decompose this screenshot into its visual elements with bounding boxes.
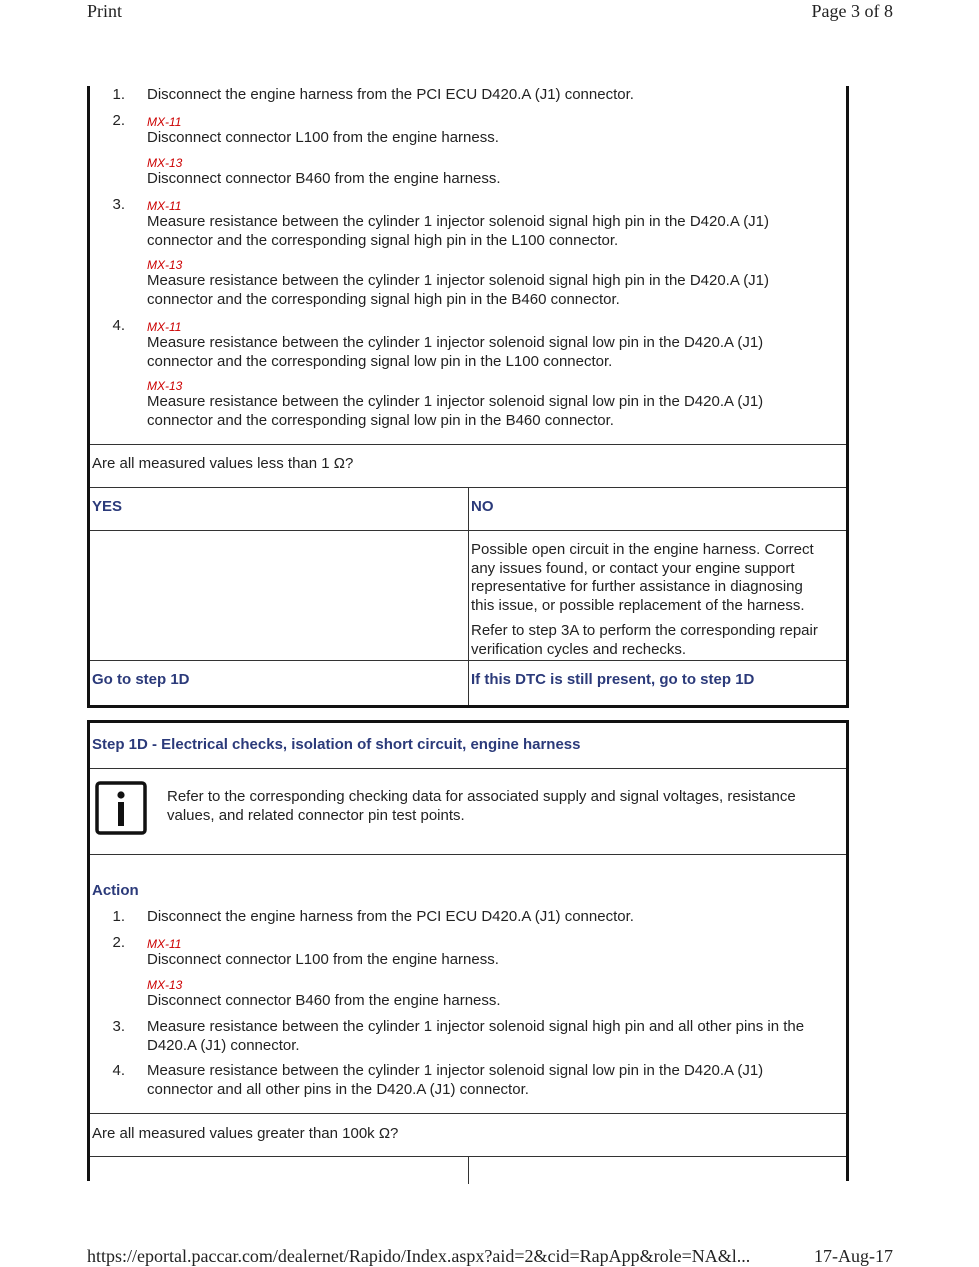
model-label: MX-11 xyxy=(147,199,182,213)
model-label: MX-11 xyxy=(147,320,182,334)
divider xyxy=(90,854,846,855)
step-1d-box: Step 1D - Electrical checks, isolation of short circuit, engine harness Refer to the corresponding checking data for associated supply and signal voltages, resistance values, and related connector pin test points. Action 1. Disconnect the engine harness from the PCI ECU D420.A (J1) connector. 2. MX-11 Disconnect connector L100 from the engine harness. MX-13 Disconnect connector B460 from the engine harness. 3. Measure resistance between the cylinder 1 injector solenoid signal high pin and all other pins in the D420.A (J1) connector. 4. Measure resistance between the cylinder 1 injector solenoid signal low pin in the D420.A (J1) connector and all other pins in the D420.A (J1) connector. Are all measured values greater than 100k Ω? xyxy=(87,720,849,1181)
no-label: NO xyxy=(471,498,494,515)
step-1c-box: 1. Disconnect the engine harness from the PCI ECU D420.A (J1) connector. 2. MX-11 Disconnect connector L100 from the engine harness. MX-13 Disconnect connector B460 from the engine harness. 3. MX-11 Measure resistance between the cylinder 1 injector solenoid signal high pin in the D420.A (J1) connector and the corresponding signal high pin in the L100 connector. MX-13 Measure resistance between the cylinder 1 injector solenoid signal high pin in the D420.A (J1) connector and the corresponding signal high pin in the B460 connector. 4. MX-11 Measure resistance between the cylinder 1 injector solenoid signal low pin in the D420.A (J1) connector and the corresponding signal low pin in the L100 connector. MX-13 Measure resistance between the cylinder 1 injector solenoid signal low pin in the D420.A (J1) connector and the corresponding signal low pin in the B460 connector. Are all measured values less than 1 Ω? YES NO Possible open circuit in the engine harness. Correct any issues found, or contact your engine support representative for further assistance in diagnosing this issue, or possible replacement of the harness. Refer to step 3A to perform the corresponding repair verification cycles and rechecks. Go to step 1D If this DTC is still present, go to step 1D xyxy=(87,86,849,708)
divider xyxy=(90,768,846,769)
model-label: MX-13 xyxy=(147,978,183,992)
print-header: Print xyxy=(87,1,123,21)
yes-label: YES xyxy=(92,498,123,515)
question-text: Are all measured values greater than 100k Ω? xyxy=(92,1125,399,1142)
info-text: Refer to the corresponding checking data for associated supply and signal voltages, resistance values, and related connector pin test points. xyxy=(167,788,796,824)
model-label: MX-11 xyxy=(147,937,182,951)
action-label: Action xyxy=(92,882,139,899)
step-title: Step 1D - Electrical checks, isolation of short circuit, engine harness xyxy=(92,736,581,753)
divider xyxy=(90,444,846,445)
model-label: MX-11 xyxy=(147,115,182,129)
yes-goto-link[interactable]: Go to step 1D xyxy=(92,671,190,688)
model-label: MX-13 xyxy=(147,258,183,272)
footer-date: 17-Aug-17 xyxy=(814,1246,893,1266)
divider xyxy=(90,1113,846,1114)
question-text: Are all measured values less than 1 Ω? xyxy=(92,455,354,472)
footer-url: https://eportal.paccar.com/dealernet/Rapido/Index.aspx?aid=2&cid=RapApp&role=NA&l... xyxy=(87,1246,751,1266)
model-label: MX-13 xyxy=(147,156,183,170)
column-divider xyxy=(468,487,469,705)
no-refer-text: Refer to step 3A to perform the corresponding repair verification cycles and rechecks. xyxy=(471,622,818,658)
column-divider xyxy=(468,1156,469,1184)
page-number: Page 3 of 8 xyxy=(811,1,893,21)
no-goto-link[interactable]: If this DTC is still present, go to step 1D xyxy=(471,671,755,688)
no-result-text: Possible open circuit in the engine harness. Correct any issues found, or contact your engine support representative for further assistance in diagnosing this issue, or possible replacement of the harness. xyxy=(471,541,814,614)
model-label: MX-13 xyxy=(147,379,183,393)
info-icon xyxy=(95,781,147,835)
